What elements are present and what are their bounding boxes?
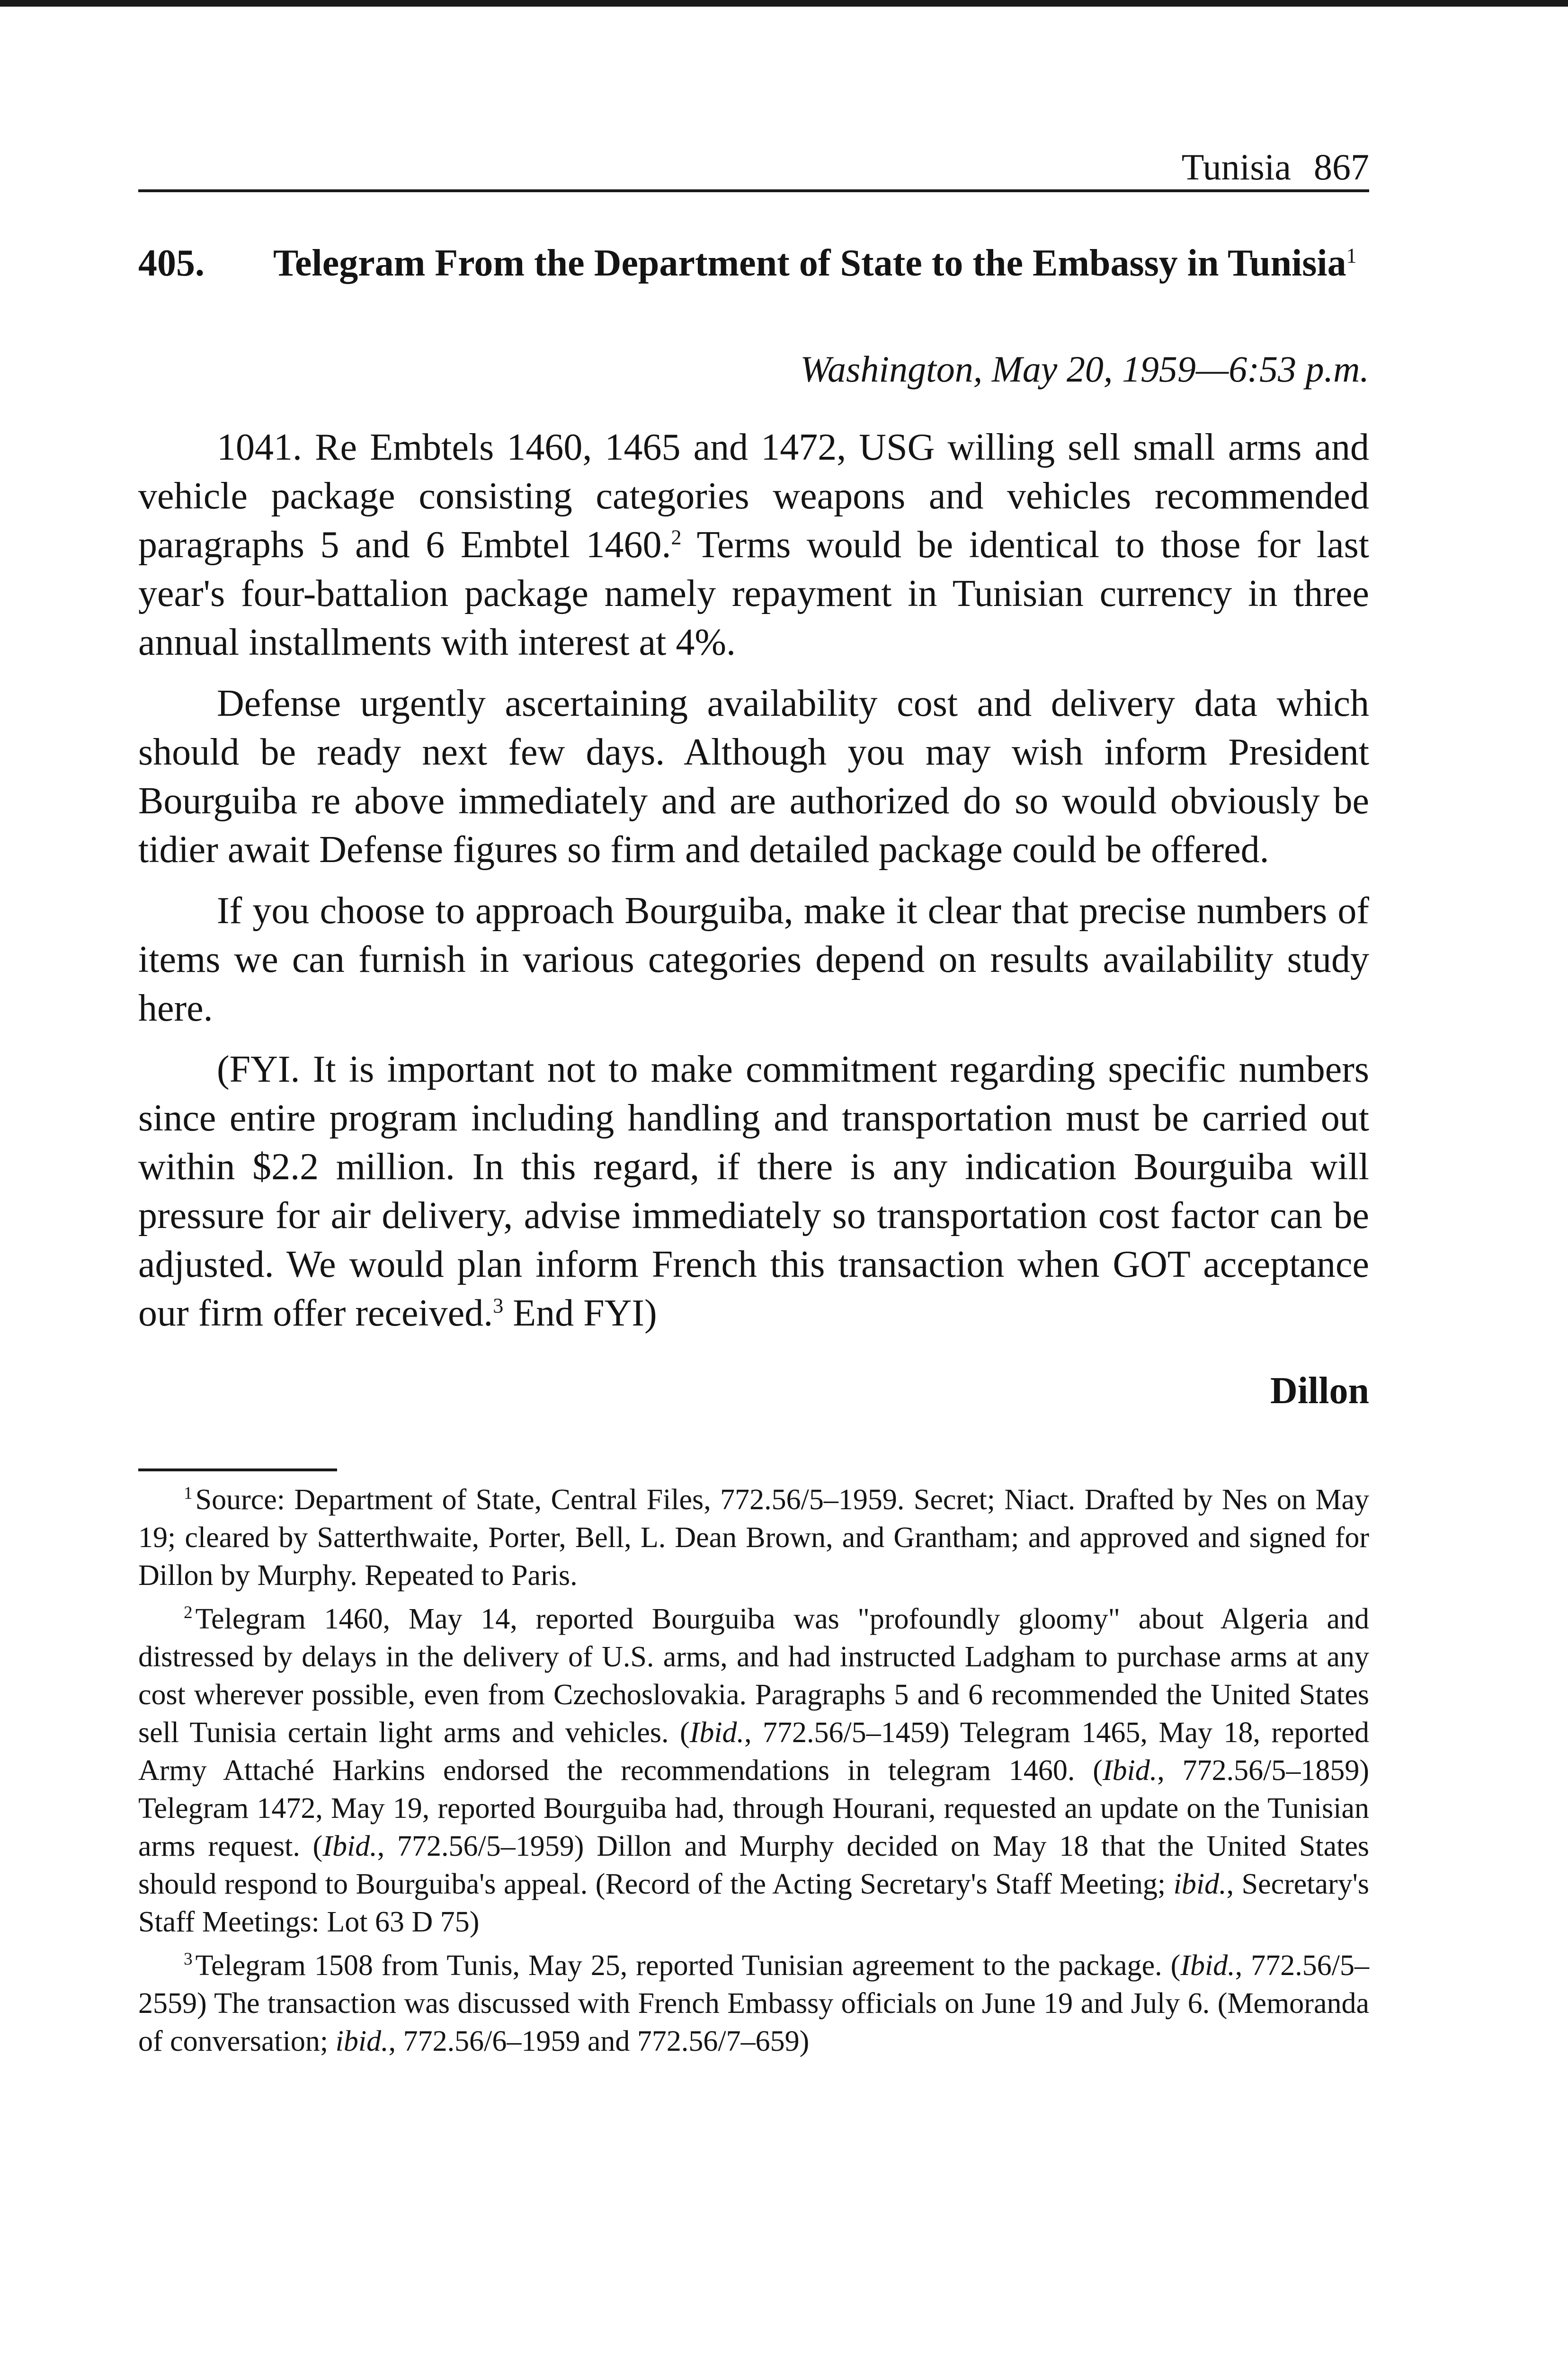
footnote-text: Telegram 1460, May 14, reported Bourguiba was "profoundly gloomy" about Algeria and distressed by delays in the delivery of U.S. arms, and had instructed Ladgham to purchase arms at any cost wherever possible, even from Czechoslovakia. Paragraphs 5 and 6 recommended the United States sell Tunisia certain light arms and vehicles. ( <box>138 1603 1369 1749</box>
paragraph: Defense urgently ascertaining availability cost and delivery data which should be ready next few days. Although you may wish inform President Bourguiba re above immediately and are authorized do so would obviously be tidier await Defense figures so firm and detailed package could be offered. <box>138 683 1369 871</box>
running-head <box>138 137 1369 192</box>
paragraph <box>138 423 1369 667</box>
footnote-italic: Ibid. <box>689 1717 745 1749</box>
signature: Dillon <box>1270 1370 1369 1412</box>
paragraph-text: (FYI. It is important not to make commitment regarding specific numbers since entire program including handling and transportation must be carried out within $2.2 million. In this regard, if there is any indication Bourguiba will pressure for air delivery, advise immediately so transportation cost factor can be adjusted. We would plan inform French this transaction when GOT acceptance our firm offer received. <box>138 1049 1369 1334</box>
footnote-text: , 772.56/6–1959 and 772.56/7–659) <box>388 2025 810 2057</box>
telegram-body <box>138 423 1369 1338</box>
footnote-text: Source: Department of State, Central Files, 772.56/5–1959. Secret; Niact. Drafted by Nes on May 19; cleared by Satterthwaite, Porter, Bell, L. Dean Brown, and Grantham; and approved and signed for Dillon by Murphy. Repeated to Paris. <box>138 1484 1369 1592</box>
footnote-italic: Ibid. <box>1180 1949 1235 1982</box>
document-title-text: Telegram From the Department of State to the Embassy in Tunisia <box>273 242 1346 284</box>
paragraph: If you choose to approach Bourguiba, make it clear that precise numbers of items we can furnish in various categories depend on results availability study here. <box>138 890 1369 1029</box>
footnote-marker: 3 <box>493 1294 504 1317</box>
dateline: Washington, May 20, 1959—6:53 p.m. <box>800 348 1369 390</box>
footnote-italic: Ibid. <box>1102 1754 1158 1787</box>
paragraph-text: Terms would be identical to those for last year's four-battalion package namely repayment in Tunisian currency in three annual installments with interest at 4%. <box>138 524 1370 663</box>
page-number: 867 <box>1314 146 1369 187</box>
footnote-rule <box>138 1468 337 1471</box>
footnote-text: , 772.56/5–2559) The transaction was discussed with French Embassy officials on June 19 and July 6. (Memoranda of conversation; <box>138 1949 1369 2057</box>
footnote-text: , 772.56/5–1459) Telegram 1465, May 18, reported Army Attaché Harkins endorsed the recommendations in telegram 1460. ( <box>138 1717 1370 1787</box>
document-title <box>273 238 1369 289</box>
footnote <box>138 1481 1369 1594</box>
footnote-number: 1 <box>184 1484 193 1504</box>
footnote-number: 2 <box>184 1603 193 1623</box>
document-heading <box>138 238 1369 289</box>
footnote-text: , 772.56/5–1859) Telegram 1472, May 19, reported Bourguiba had, through Hourani, requested an update on the Tunisian arms request. ( <box>138 1754 1369 1862</box>
paragraph-text: 1041. Re Embtels 1460, 1465 and 1472, USG willing sell small arms and vehicle package consisting categories weapons and vehicles recommended paragraphs 5 and 6 Embtel 1460. <box>138 427 1369 566</box>
footnote-italic: ibid. <box>1173 1868 1227 1900</box>
footnote-text: Telegram 1508 from Tunis, May 25, reported Tunisian agreement to the package. ( <box>195 1949 1181 1982</box>
footnote-marker: 1 <box>1346 244 1357 267</box>
footnote-italic: Ibid. <box>322 1830 377 1862</box>
footnote <box>138 1947 1369 2060</box>
footnote-text: , Secretary's Staff Meetings: Lot 63 D 75) <box>138 1868 1369 1938</box>
footnote-text: , 772.56/5–1959) Dillon and Murphy decided on May 18 that the United States should respond to Bourguiba's appeal. (Record of the Acting Secretary's Staff Meeting; <box>138 1830 1369 1900</box>
running-head-text <box>1181 146 1369 187</box>
footnote <box>138 1600 1369 1941</box>
footnotes <box>138 1481 1369 2060</box>
document-page <box>138 137 1369 2066</box>
footnote-number: 3 <box>184 1949 193 1969</box>
running-head-title: Tunisia <box>1181 146 1291 187</box>
document-number: 405. <box>138 242 205 284</box>
paragraph <box>138 1045 1369 1338</box>
page-top-border <box>0 0 1568 7</box>
footnote-marker: 2 <box>671 525 682 549</box>
footnote-italic: ibid. <box>335 2025 389 2057</box>
paragraph-text: End FYI) <box>503 1292 657 1334</box>
